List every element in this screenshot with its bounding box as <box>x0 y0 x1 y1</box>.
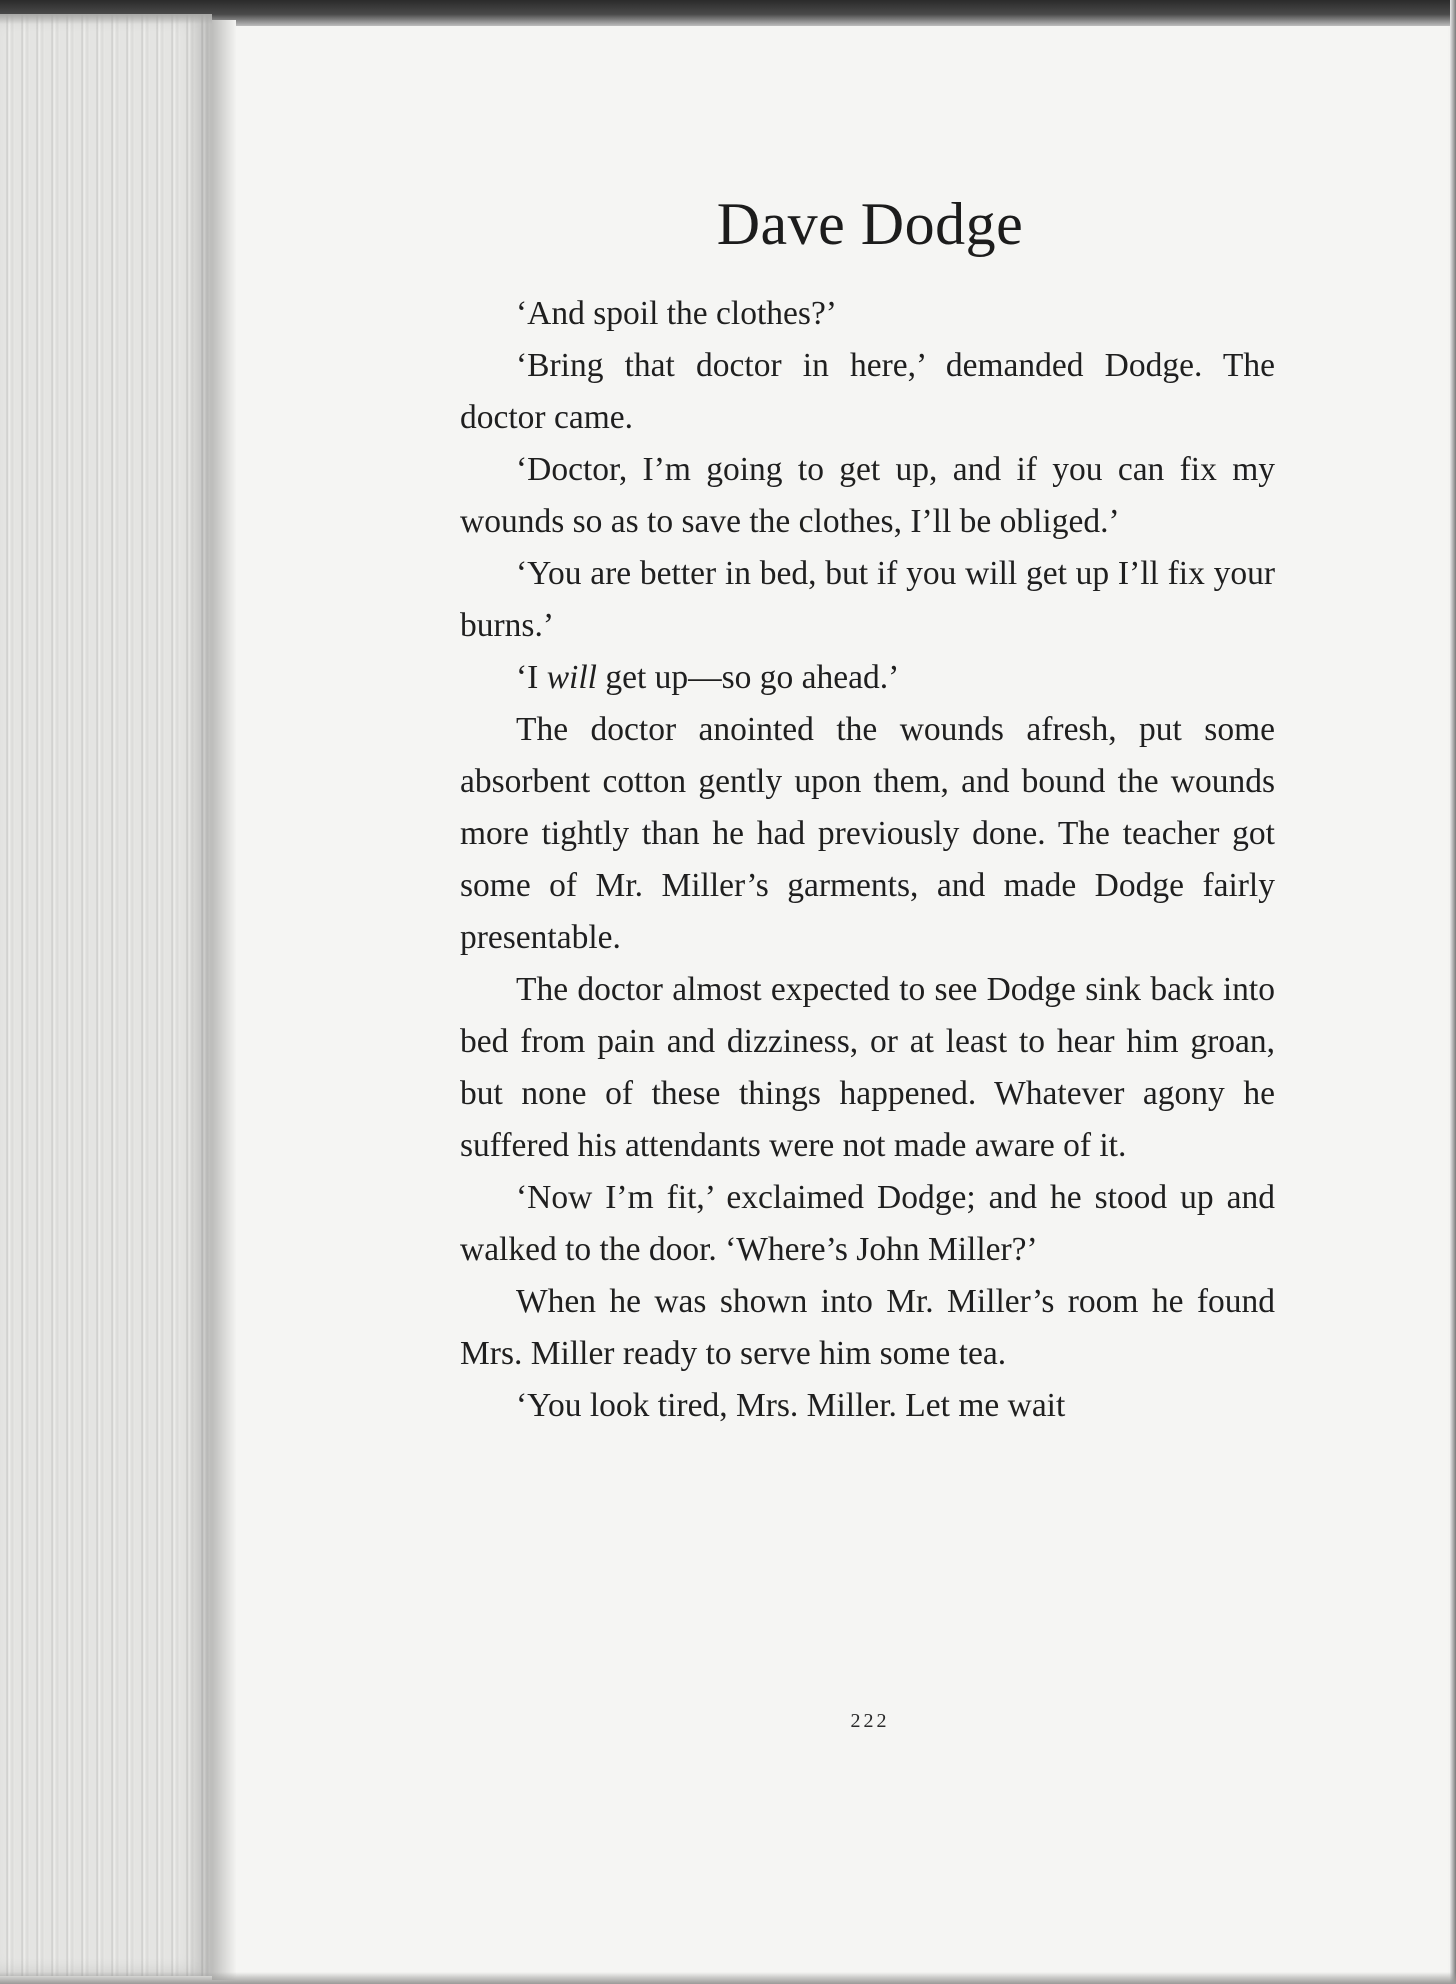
paragraph: The doctor almost expected to see Dodge sink back into bed from pain and dizziness, or at least to hear him groan, but none of these things happened. Whatever agony he suffered his attendants were not made aware of it. <box>460 971 1275 1164</box>
page-number: 222 <box>850 1710 890 1732</box>
paragraph: When he was shown into Mr. Miller’s room he found Mrs. Miller ready to serve him some tea. <box>460 1283 1275 1372</box>
scan-bottom-border <box>0 1972 1456 1984</box>
paragraph: The doctor anointed the wounds afresh, put some absorbent cotton gently upon them, and bound the wounds more tightly than he had previously done. The teacher got some of Mr. Miller’s garments, and made Dodge fairly presentable. <box>460 711 1275 956</box>
running-header: Dave Dodge <box>716 191 1024 257</box>
paragraph: ‘You look tired, Mrs. Miller. Let me wait <box>516 1387 1066 1424</box>
paragraph-text: get up—so go ahead.’ <box>596 659 900 696</box>
paragraph: ‘And spoil the clothes?’ <box>516 295 837 332</box>
body-text <box>460 288 1275 1432</box>
book-gutter <box>212 20 236 1980</box>
scan-right-border <box>1450 0 1456 1984</box>
paragraph: ‘Now I’m fit,’ exclaimed Dodge; and he stood up and walked to the door. ‘Where’s John Miller?’ <box>460 1179 1275 1268</box>
paragraph-text: ‘I <box>516 659 547 696</box>
paragraph: ‘Bring that doctor in here,’ demanded Dodge. The doctor came. <box>460 347 1275 436</box>
emphasis-text: will <box>546 659 597 696</box>
paragraph: ‘You are better in bed, but if you will get up I’ll fix your burns.’ <box>460 555 1275 644</box>
book-page-edges <box>0 14 212 1976</box>
paragraph <box>460 652 1275 704</box>
paragraph: ‘Doctor, I’m going to get up, and if you can fix my wounds so as to save the clothes, I’ll be obliged.’ <box>460 451 1275 540</box>
